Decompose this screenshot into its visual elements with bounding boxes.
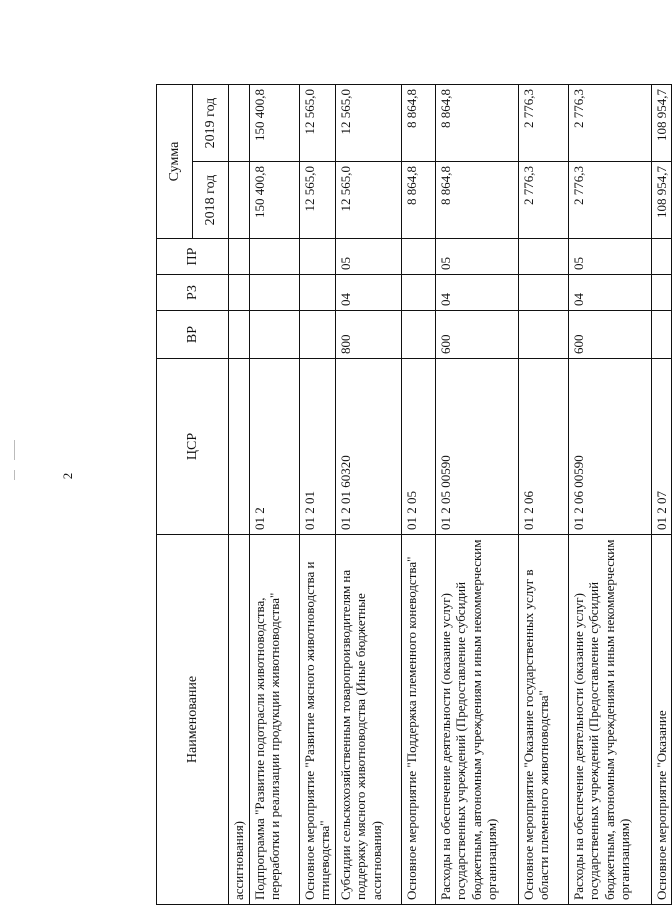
header-2018: 2018 год	[193, 162, 229, 239]
cell-rz	[518, 275, 568, 311]
cell-vr	[299, 311, 335, 359]
cell-2018: 2 776,3	[518, 162, 568, 239]
cell-name: ассигнования)	[229, 535, 250, 905]
cell-rz	[229, 275, 250, 311]
cell-csr: 01 2 06 00590	[568, 359, 651, 535]
cell-pr	[518, 239, 568, 275]
cell-pr: 05	[335, 239, 401, 275]
scan-mark	[14, 470, 15, 480]
cell-pr	[299, 239, 335, 275]
cell-2018: 12 565,0	[299, 162, 335, 239]
cell-2018: 8 864,8	[401, 162, 435, 239]
cell-vr: 600	[568, 311, 651, 359]
cell-vr	[518, 311, 568, 359]
cell-2019: 8 864,8	[401, 85, 435, 162]
budget-table-wrapper	[156, 85, 669, 905]
cell-name: Основное мероприятие "Оказание	[651, 535, 672, 905]
header-pr: ПР	[157, 239, 229, 275]
table-row	[435, 85, 518, 905]
cell-2018: 8 864,8	[435, 162, 518, 239]
cell-pr	[229, 239, 250, 275]
header-sum: Сумма	[157, 85, 193, 239]
cell-rz	[401, 275, 435, 311]
cell-2019: 2 776,3	[518, 85, 568, 162]
cell-2019: 8 864,8	[435, 85, 518, 162]
cell-pr: 05	[568, 239, 651, 275]
cell-name: Субсидии сельскохозяйственным товаропроизводителям на поддержку мясного животноводства (Иные бюджетные ассигнования)	[335, 535, 401, 905]
cell-name: Основное мероприятие "Поддержка племенного коневодства"	[401, 535, 435, 905]
cell-rz	[249, 275, 299, 311]
cell-csr: 01 2	[249, 359, 299, 535]
cell-2018: 108 954,7	[651, 162, 672, 239]
cell-rz: 04	[335, 275, 401, 311]
cell-vr	[249, 311, 299, 359]
cell-csr: 01 2 05	[401, 359, 435, 535]
table-row	[518, 85, 568, 905]
cell-2019: 2 776,3	[568, 85, 651, 162]
cell-rz: 04	[568, 275, 651, 311]
cell-2019: 12 565,0	[335, 85, 401, 162]
cell-rz: 04	[435, 275, 518, 311]
cell-vr: 600	[435, 311, 518, 359]
header-vr: ВР	[157, 311, 229, 359]
cell-pr	[401, 239, 435, 275]
table-row	[401, 85, 435, 905]
table-row	[249, 85, 299, 905]
cell-2018: 12 565,0	[335, 162, 401, 239]
cell-pr: 05	[435, 239, 518, 275]
cell-csr: 01 2 06	[518, 359, 568, 535]
budget-table	[156, 84, 672, 905]
cell-2019: 12 565,0	[299, 85, 335, 162]
cell-vr: 800	[335, 311, 401, 359]
header-2019: 2019 год	[193, 85, 229, 162]
cell-2019: 150 400,8	[249, 85, 299, 162]
cell-pr	[249, 239, 299, 275]
cell-2018: 2 776,3	[568, 162, 651, 239]
cell-rz	[651, 275, 672, 311]
cell-vr	[651, 311, 672, 359]
table-row	[335, 85, 401, 905]
cell-csr: 01 2 01	[299, 359, 335, 535]
table-row	[299, 85, 335, 905]
cell-2018: 150 400,8	[249, 162, 299, 239]
cell-name: Основное мероприятие "Оказание государственных услуг в области племенного животноводства"	[518, 535, 568, 905]
header-csr: ЦСР	[157, 359, 229, 535]
cell-name: Расходы на обеспечение деятельности (оказание услуг) государственных учреждений (Предоставление субсидий бюджетным, автономным учреждениям и иным некоммерческим организациям)	[435, 535, 518, 905]
header-name: Наименование	[157, 535, 229, 905]
cell-csr: 01 2 05 00590	[435, 359, 518, 535]
scan-mark	[14, 440, 15, 460]
cell-name: Расходы на обеспечение деятельности (оказание услуг) государственных учреждений (Предоставление субсидий бюджетным, автономным учреждениям и иным некоммерческим организациям)	[568, 535, 651, 905]
cell-name: Подпрограмма "Развитие подотрасли животноводства, переработки и реализации продукции животноводства"	[249, 535, 299, 905]
table-row	[651, 85, 672, 905]
cell-pr	[651, 239, 672, 275]
table-row	[568, 85, 651, 905]
cell-csr: 01 2 01 60320	[335, 359, 401, 535]
header-rz: РЗ	[157, 275, 229, 311]
cell-name: Основное мероприятие "Развитие мясного животноводства и птицеводства"	[299, 535, 335, 905]
cell-2019: 108 954,7	[651, 85, 672, 162]
cell-2019	[229, 85, 250, 162]
cell-csr: 01 2 07	[651, 359, 672, 535]
cell-csr	[229, 359, 250, 535]
table-row	[229, 85, 250, 905]
cell-2018	[229, 162, 250, 239]
cell-vr	[401, 311, 435, 359]
cell-vr	[229, 311, 250, 359]
cell-rz	[299, 275, 335, 311]
page-number: 2	[60, 472, 75, 480]
